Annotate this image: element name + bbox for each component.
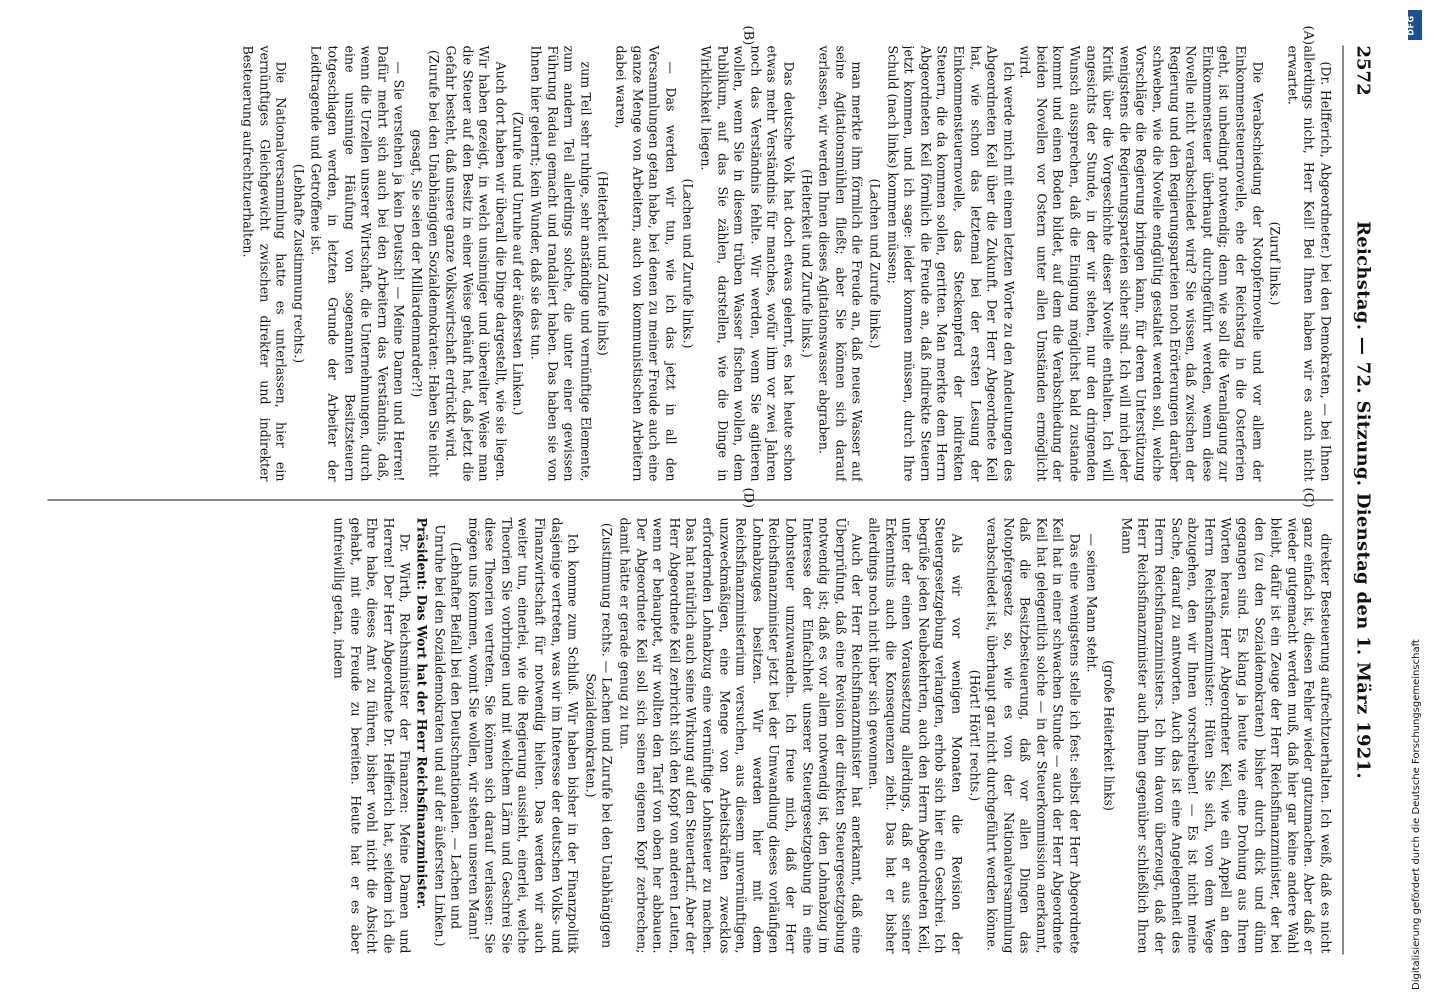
interjection: (Zurufe bei den Unabhängigen Sozialdemokraten: Haben Sie nicht gesagt, Sie seien der Milliardenmarder?!) [409,49,442,477]
interjection: (Lebhafter Beifall bei den Deutschnationalen. — Lachen und Unruhe bei den Sozialdemokraten und auf der äußersten Linken.) [432,524,464,947]
page-number: 2572 [1352,45,1374,96]
text-column-right [44,518,1334,954]
speaker-heading: Präsident: Das Wort hat der Herr Reichsfinanzminister. [414,517,430,910]
paragraph: man merkte ihm förmlich die Freude an, daß neues Wasser auf seine Agitationsmühlen fließt; aber Sie können sich darauf verlassen, wir werden Ihnen dieses Agitationswasser abgraben. [816,45,865,482]
paragraph: — Das werden wir tun, wie ich das jetzt in all den Versammlungen getan habe, bei denen zu meiner Freude auch eine ganze Menge von Arbeitern, auch von kommunistischen Arbeitern dabei waren, [613,45,679,482]
paragraph: Als wir vor wenigen Monaten die Revision der Steuergesetzgebung verlangten, erhob sich hier ein Geschrei. Ich begrüße jeden Neubekehrten, auch den Herrn Abgeordneten Keil, unter der einen Voraussetzung allerdings, daß er aus seiner Erkenntnis auch die Konsequenzen zieht. Das hat er bisher allerdings noch nicht über sich gewonnen. [866,517,965,954]
interjection: (Heiterkeit und Zurufe links.) [799,169,815,358]
interjection: (Lebhafte Zustimmung rechts.) [291,163,307,364]
interjection: (Lachen und Zurufe links.) [680,178,696,349]
paragraph: — seinen Mann steht. [1084,533,1100,673]
paragraph: Auch der Herr Reichsfinanzminister hat anerkannt, daß eine Überprüfung, daß eine Revision der direkten Steuergesetzgebung notwendig ist; daß es vor allem notwendig ist, den Lohnabzug im Interesse der Einfachheit unserer Steuergesetzgebung in eine Lohnsteuer umzuwandeln. Ich freue mich, daß der Herr Reichsfinanzminister jetzt bei der Umwandlung dieses vorläufigen Lohnabzuges besitzen. Wir werden hier mit dem Reichsfinanzministerium versuchen, aus diesem unvernünftigen, unzweckmäßigen, eine Menge von Arbeitskräften zwecklos erfordernden Lohnabzug eine vernünftige Lohnsteuer zu machen. Das hat natürlich auch seine Wirkung auf den Steuertarif. Aber der Herr Abgeordnete Keil zerbricht sich den Kopf von anderen Leuten, wenn er behauptet, wir wollten den Tarif von oben her abbauen. Der Abgeordnete Keil soll sich seinen eigenen Kopf zerbrechen; damit hätte er gerade genug zu tun. [617,517,865,954]
paragraph: Ich komme zum Schluß. Wir haben bisher in der Finanzpolitik dasjenige vertreten, was wir im Interesse der deutschen Volks- und Finanzwirtschaft für notwendig hielten. Das werden wir auch weiter tun, einerlei, wie die Regierung aussieht, einerlei, welche Theorien Sie vorbringen und mit welchem Lärm und Geschrei Sie diese Theorien vertreten. Sie können sich darauf verlassen: Sie mögen uns kommen, womit Sie wollen, wir stehen unseren Mann! [466,517,581,954]
paragraph: Die Nationalversammlung hatte es unterlassen, hier ein vernünftiges Gleichgewicht zwischen direkter und indirekter Besteuerung aufrechtzuerhalten. [240,45,289,482]
scanned-page [26,18,1396,983]
interjection: (große Heiterkeit links) [1101,660,1117,811]
digitization-credit-text: Digitalisierung gefördert durch die Deutsche Forschungsgemeinschaft [1411,639,1422,990]
paragraph: Ich werde mich mit einem letzten Worte zu den Andeutungen des Abgeordneten Keil über die Zukunft. Der Herr Abgeordnete Keil hat, wie schon das letztemal bei der ersten Lesung der Einkommensteuernovelle, das Steckenpferd der indirekten Steuern, die da kommen sollen, geritten. Man merkte dem Herrn Abgeordneten Keil förmlich die Freude an, daß indirekte Steuern jetzt kommen, und ich sage: leider kommen müssen, durch Ihre Schuld (nach links) kommen müssen; [885,45,1017,482]
interjection: (Lachen und Zurufe links.) [867,178,883,349]
paragraph: direkter Besteuerung aufrechtzuerhalten. Ich weiß, daß es nicht ganz einfach ist, diesen Fehler wieder gutzumachen. Aber daß er wieder gutgemacht werden muß, daß hier gar keine andere Wahl bleibt, dafür ist ein Zeuge der Herr Reichsfinanzminister, der bei den (zu den Sozialdemokraten) bisher durch dick und dünn gegangen sind. Es klang ja heute wie eine Drohung aus Ihren Worten heraus, Herr Abgeordneter Keil, wie ein Appell an den Herrn Reichsfinanzminister: Hüten Sie sich, von dem Wege abzugehen, den wir Ihnen vorschreiben! — Es ist nicht meine Sache, darauf zu antworten. Auch das ist eine Angelegenheit des Herrn Reichsfinanzministers. Ich bin davon überzeugt, daß der Herr Reichsfinanzminister auch Ihnen gegenüber schließlich Ihren Mann [1119,517,1334,954]
paragraph: zum Teil sehr ruhige, sehr anständige und vernünftige Elemente, zum andern Teil allerdings solche, die unter einer gewissen Führung Radau gemacht und randaliert haben. Das haben sie von Ihnen hier gelernt; kein Wunder, daß sie das tun. [528,45,594,482]
interjection: (Heiterkeit und Zurufe links) [595,171,611,356]
paragraph: Das eine wenigstens stelle ich fest: selbst der Herr Abgeordnete Keil hat in einer schwachen Stunde — auch der Herr Abgeordnete Keil hat gelegentlich solche — in der Steuerkommission anerkannt, daß die Besitzbesteuerung, daß vor allen Dingen das Notopfergesetz so, wie es von der Nationalversammlung verabschiedet ist, überhaupt gar nicht durchgeführt werden könne. [984,517,1083,954]
dfg-logo-text: DFG [1406,15,1416,36]
paragraph: (Dr. Helfferich, Abgeordneter.) bei den Demokraten, — bei Ihnen allerdings nicht, Herr Keil! Bei Ihnen haben wir es auch nicht erwartet. [1285,45,1334,482]
page-header [1343,46,1378,955]
paragraph: Dr. Wirth, Reichsminister der Finanzen: Meine Damen und Herren! Der Herr Abgeordnete Dr. Helfferich hat, seitdem ich die Ehre habe, dieses Amt zu führen, bisher wohl nicht die Absicht gehabt, mit eine Freude zu bereiten. Heute hat er es aber unfreiwillig getan, indem [331,517,413,954]
margin-letter-c: (C) [1300,487,1316,508]
interjection: (Zuruf links.) [1267,221,1283,306]
interjection: (Zurufe und Unruhe auf der äußersten Linken.) [511,111,526,416]
paragraph: Das deutsche Volk hat doch etwas gelernt, es hat heute schon etwas mehr Verständnis für manches, wofür ihm vor zwei Jahren noch das Verständnis fehlte. Wir werden, wenn Sie agitieren wollen, wenn Sie in diesem trüben Wasser fischen wollen, dem Publikum, auf das Sie zählen, darstellen, wie die Dinge in Wirklichkeit liegen. [698,45,797,482]
column-divider [48,500,1334,501]
paragraph: Die Verabschiedung der Notopfernovelle und vor allem der Einkommensteuernovelle, ehe der Reichstag in die Osterferien geht, ist unbedingt notwendig; denn wie soll die Veranlagung zur Einkommensteuer überhaupt durchgeführt werden, wenn diese Novelle nicht verabschiedet wird? Sie wissen, daß zwischen der Regierung und den Regierungsparteien noch Erörterungen darüber schweben, wie die Novelle endgültig gestaltet werden soll, welche Vorschläge die Regierung bringen kann, für deren Unterstützung wenigstens die Regierungsparteien sicher sind. Ich will mich jeder Kritik über die Vorgeschichte dieser Novelle enthalten. Ich will angesichts der Stunde, in der wir stehen, nur den dringenden Wunsch aussprechen, daß die Einigung möglichst bald zustande kommt und einen Boden bildet, auf dem die Verabschiedung der beiden Novellen vor Ostern unter allen Umständen ermöglicht wird. [1017,45,1266,482]
margin-letter-d: (D) [740,487,756,509]
text-column-left [44,46,1334,482]
dfg-logo [1408,10,1422,40]
margin-letter-a: (A) [1300,25,1316,46]
running-title: Reichstag. — 72. Sitzung. Dienstag den 1. März 1921. [1352,221,1374,779]
paragraph: — Sie verstehen ja kein Deutsch! — Meine Damen und Herren! Dafür mehrt sich auch bei den Arbeitern das Verständnis, daß, wenn die Urzellen unserer Wirtschaft, die Unternehmungen, durch eine unsinnige Häufung von sogenannten Besitzsteuern totgeschlagen werden, in letzten Grunde der Arbeiter der Leidtragende und Getroffene ist. [308,45,407,482]
interjection: (Hört! Hört! rechts.) [967,669,983,802]
paragraph: Auch dort haben wir überall die Dinge dargestellt, wie sie liegen. Wir haben gezeigt, in welch unsinniger und übereilter Weise man die Steuer auf den Besitz in einer Weise gehäuft hat, daß jetzt die Gefahr besteht, daß unsere ganze Volkswirtschaft erdrückt wird. [443,45,509,482]
digitization-credit [1406,10,1428,990]
interjection: (Zustimmung rechts. — Lachen und Zurufe bei den Unabhängigen Sozialdemokraten.) [583,522,615,949]
margin-letter-b: (B) [740,25,756,46]
